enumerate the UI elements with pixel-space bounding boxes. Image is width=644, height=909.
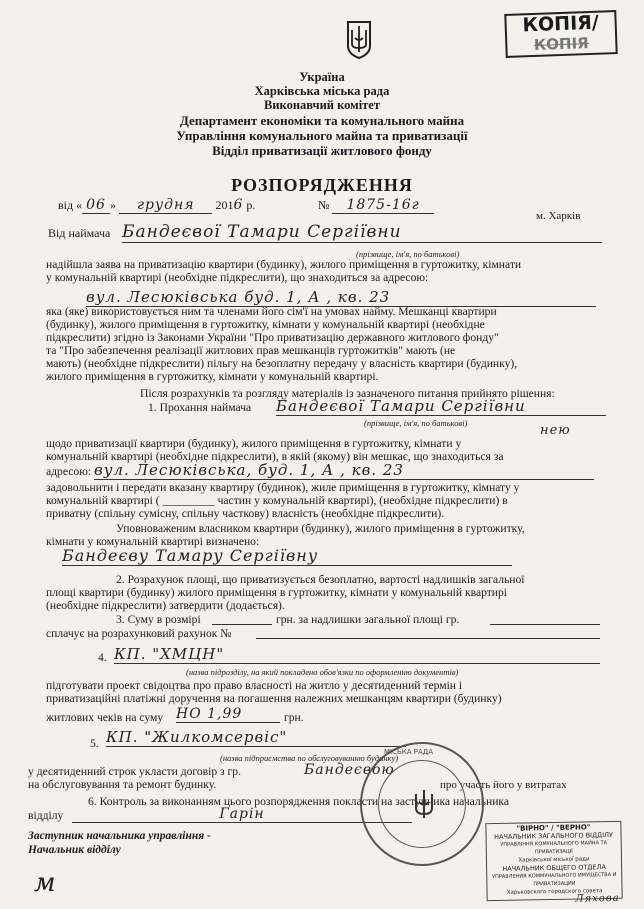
header-department: Департамент економіки та комунального майна — [179, 113, 465, 128]
p7-line2-value: Гарін — [72, 806, 412, 823]
seal-text: МІСЬКА РАДА — [384, 748, 434, 756]
seal-trident-icon — [411, 788, 437, 824]
p1-line2: у комунальній квартирі (необхідне підкреслити), що знаходиться за адресою: — [46, 271, 429, 284]
header-country: Україна — [299, 70, 345, 84]
p1-line8: жилого приміщення в гуртожитку, кімнати у комунальній квартирі. — [46, 370, 379, 383]
p6-line2: на обслуговування та ремонт будинку. — [28, 778, 217, 791]
true-copy-l6: УПРАВЛЕНИЯ КОММУНАЛЬНОГО ИМУЩЕСТВА И ПРИВАТИЗАЦИИ — [492, 871, 617, 888]
document-title: РОЗПОРЯДЖЕННЯ — [231, 175, 413, 195]
owner-name: Бандеєву Тамару Сергіївну — [62, 546, 512, 566]
p1-line3: яка (яке) використовується ним та членами його сім'ї на умовах найму. Мешканці квартири — [46, 305, 497, 318]
p5-line2: приватизаційні платіжні доручення на погашення належних мешканцям квартири (будинку) — [46, 692, 502, 705]
p2-line6: комунальній квартирі ( _________ частин у комунальній квартирі), (необхідне підкреслити) в — [46, 494, 508, 507]
p6-num: 5. — [90, 737, 99, 750]
header-directorate: Управління комунального майна та приватизації — [176, 128, 468, 143]
p6-line1-b: про участь його у витратах — [440, 779, 567, 791]
p2-line9: кімнати у комунальній квартирі визначено: — [46, 535, 260, 548]
p2-line4-address: вул. Лесюківська, буд. 1, А , кв. 23 — [94, 461, 594, 480]
number-line — [318, 197, 434, 213]
p2-item1: 1. Прохання наймача — [148, 401, 252, 414]
p4-line2: сплачує на розрахунковий рахунок № — [46, 627, 232, 640]
date-from-label: від « — [58, 198, 83, 212]
p5-line3-value: НО 1,99 — [176, 706, 280, 723]
p1-line6: та "Про забезпечення реалізації житлових прав мешканців гуртожитків" мають (не — [46, 344, 456, 357]
order-number: 1875-16г — [332, 197, 433, 214]
true-copy-stamp — [485, 821, 622, 905]
p2-line7: приватну (спільну сумісну, спільну часткову) власність (необхідне підкреслити). — [46, 507, 445, 520]
p7-line1: 6. Контроль за виконанням цього розпорядження покласти на заступника начальника — [88, 795, 510, 808]
p4-label: 3. Суму в розмірі — [116, 613, 201, 626]
p1-line4: (будинку), жилого приміщення в гуртожитку, кімнати у комунальній квартирі (необхідне — [46, 318, 485, 331]
p2-line4-label: адресою: — [46, 465, 92, 478]
p3-line1: 2. Розрахунок площі, що приватизується безоплатно, вартості надлишків загальної — [116, 573, 525, 586]
true-copy-l2: НАЧАЛЬНИК ЗАГАЛЬНОГО ВІДДІЛУ — [494, 830, 614, 842]
p4-amount-line — [212, 624, 272, 625]
header-committee: Виконавчий комітет — [264, 98, 380, 112]
p6-line1-a: у десятиденний строк укласти договір з гр. — [28, 765, 241, 778]
p2-line8: Уповноваженим власником квартири (будинку), жилого приміщення в гуртожитку, — [116, 522, 525, 535]
p5-line3-label: житлових чеків на суму — [46, 711, 164, 724]
copy-stamp-line2: КОПІЯ — [533, 34, 589, 54]
true-copy-l1: "ВІРНО" / "ВЕРНО" — [516, 823, 591, 833]
p1-line1: надійшла заява на приватизацію квартири (будинку), жилого приміщення в гуртожитку, кімнати — [46, 258, 522, 271]
date-day: 06 — [82, 197, 110, 214]
p6-value: КП. "Жилкомсервіс" — [106, 728, 406, 747]
true-copy-l3: УПРАВЛІННЯ КОМУНАЛЬНОГО МАЙНА ТА ПРИВАТИЗАЦІЇ — [500, 840, 608, 856]
applicant-label: Від наймача — [48, 226, 111, 240]
p3-line3: (необхідне підкреслити) затвердити (додається). — [46, 599, 285, 612]
applicant-caption: (прізвище, ім'я, по батькові) — [356, 249, 460, 259]
signature-line1: Заступник начальника управління - — [28, 830, 211, 842]
p7-line2-label: відділу — [28, 809, 64, 822]
p1-address: вул. Лесюківська буд. 1, А , кв. 23 — [86, 288, 596, 307]
p2-line1: Після розрахунків та розгляду матеріалів із зазначеного питання прийнято рішення: — [140, 387, 555, 400]
p4-rest: грн. за надлишки загальної площі гр. — [276, 613, 460, 626]
true-copy-name: Ляхова — [575, 892, 620, 905]
true-copy-l5: НАЧАЛЬНИК ОБЩЕГО ОТДЕЛА — [502, 863, 606, 873]
signature-line2: Начальник відділу — [28, 844, 121, 856]
p2-mark: нею — [540, 423, 571, 438]
header-council: Харківська міська рада — [254, 84, 390, 98]
p6-line1-name: Бандеєвою — [304, 762, 395, 778]
p5-line3-unit: грн. — [284, 711, 304, 724]
city: м. Харків — [536, 210, 581, 222]
p5-caption: (назва підрозділу, на який покладено обов'язки по оформленню документів) — [186, 667, 459, 677]
copy-stamp-line1: КОПІЯ/ — [522, 11, 600, 37]
trident-emblem-icon — [346, 20, 372, 60]
p5-num: 4. — [98, 651, 107, 664]
applicant-name: Бандеєвої Тамари Сергіївни — [122, 222, 602, 243]
p4-person-line — [490, 624, 600, 625]
copy-stamp — [504, 10, 617, 58]
p2-line5: задовольнити і передати вказану квартиру (будинок), жиле приміщення в гуртожитку, кімнату у — [46, 481, 520, 494]
p5-value: КП. "ХМЦН" — [114, 645, 600, 664]
p2-item1-name: Бандеєвої Тамари Сергіївни — [276, 397, 606, 416]
p2-line3: комунальній квартирі (необхідне підкреслити), в якій (якому) він мешкає, що знаходиться за — [46, 450, 504, 463]
date-month: грудня — [119, 197, 213, 214]
p3-line2: площі квартири (будинку) жилого приміщення в гуртожитку, кімнати у комунальній квартирі — [46, 586, 508, 599]
header-division: Відділ приватизації житлового фонду — [212, 143, 432, 158]
date-year-digit: 6 — [233, 197, 244, 213]
date-quote: » — [109, 198, 116, 212]
p2-line2: щодо приватизації квартири (будинку), жилого приміщення в гуртожитку, кімнати у — [46, 437, 462, 450]
number-label: № — [318, 198, 330, 212]
date-year-prefix: 201 — [215, 198, 234, 212]
true-copy-l4: Харківської міської ради — [518, 856, 590, 864]
official-seal — [360, 742, 484, 866]
p2-caption: (прізвище, ім'я, по батькові) — [364, 418, 468, 428]
p4-account-line — [256, 638, 600, 639]
signature-mark: м — [34, 868, 57, 898]
true-copy-l7: Харьковского городского совета — [506, 888, 603, 896]
p5-line1: підготувати проект свідоцтва про право власності на житло у десятиденний термін і — [46, 679, 463, 692]
p6-caption: (назва підприємства по обслуговуванню будинку) — [220, 753, 399, 763]
date-line — [58, 197, 255, 213]
p1-line5: підкреслити) згідно із Законами України "Про приватизацію державного житлового фонду" — [46, 331, 499, 344]
date-year-suffix: р. — [243, 198, 256, 212]
p1-line7: мають) (необхідне підкреслити) пільгу на безоплатну передачу у власність квартири (будинку), — [46, 357, 518, 370]
